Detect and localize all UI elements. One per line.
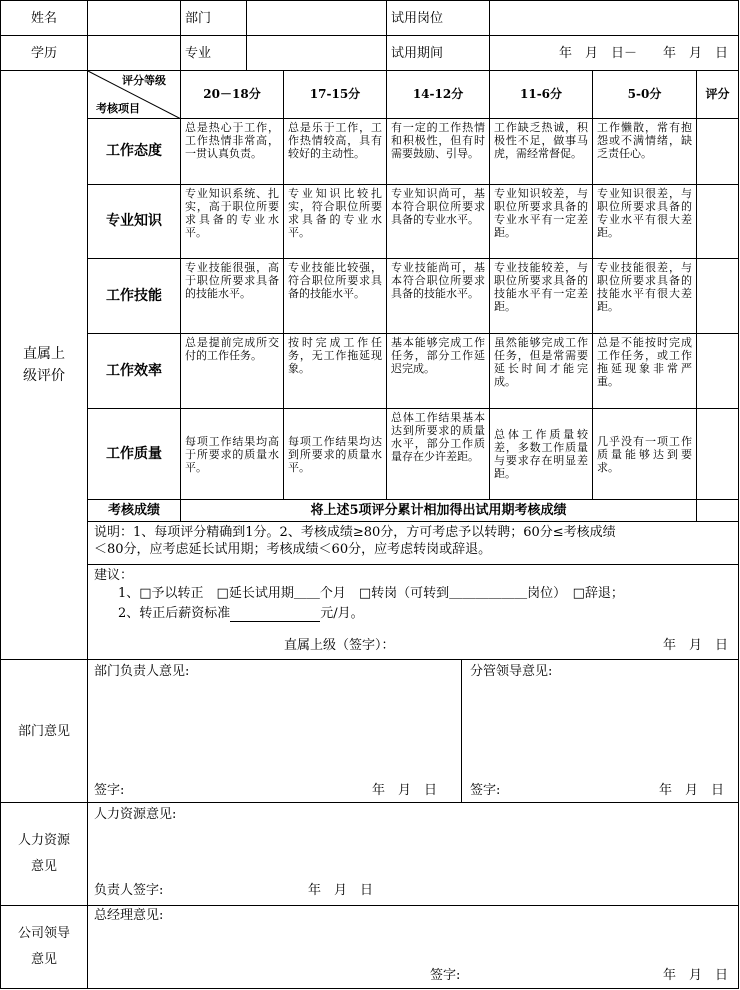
score-field-knowledge[interactable] <box>697 185 739 259</box>
criterion-quality: 工作质量 <box>88 409 181 500</box>
dept-head-sign-label: 签字: <box>94 783 125 798</box>
gm-opinion-label: 总经理意见: <box>94 908 164 923</box>
gm-sign-date: 年 月 日 <box>663 968 729 983</box>
dept-label: 部门 <box>181 1 247 36</box>
criteria-row <box>1 409 739 500</box>
score-field-attitude[interactable] <box>697 119 739 185</box>
hr-opinion-field[interactable] <box>88 803 739 906</box>
hr-label-line-2: 意见 <box>30 859 57 874</box>
position-field[interactable] <box>490 1 739 36</box>
criterion-attitude: 工作态度 <box>88 119 181 185</box>
criteria-row <box>1 185 739 259</box>
criterion-cell: 工作懒散，常有抱怨或不满情绪，缺乏责任心。 <box>593 119 697 185</box>
criterion-cell: 总是乐于工作，工作热情较高，具有较好的主动性。 <box>284 119 387 185</box>
supervisor-sign-label: 直属上级（签字）： <box>284 638 395 653</box>
hr-sign-label: 负责人签字: <box>94 883 164 898</box>
criterion-cell: 虽然能够完成工作任务，但是常需要延长时间才能完成。 <box>490 334 593 409</box>
corner-bottom-label: 考核项目 <box>96 102 140 115</box>
dept-head-label: 部门负责人意见: <box>94 664 190 679</box>
education-field[interactable] <box>88 36 181 71</box>
criterion-cell: 专业技能很差，与职位所要求具备的技能水平有很大差距。 <box>593 259 697 334</box>
score-field-quality[interactable] <box>697 409 739 500</box>
criterion-cell: 总体工作质量较差，多数工作质量与要求存在明显差距。 <box>490 409 593 500</box>
division-leader-sign-label: 签字: <box>470 783 501 798</box>
score-field-skill[interactable] <box>697 259 739 334</box>
division-leader-opinion[interactable] <box>462 660 739 803</box>
criterion-cell: 专业技能很强，高于职位所要求具备的技能水平。 <box>181 259 284 334</box>
level-header-3: 14-12分 <box>387 71 490 119</box>
criterion-cell: 总是热心于工作，工作热情非常高，一贯认真负责。 <box>181 119 284 185</box>
criterion-skill: 工作技能 <box>88 259 181 334</box>
criterion-cell: 基本能够完成工作任务，部分工作延迟完成。 <box>387 334 490 409</box>
period-label: 试用期间 <box>387 36 490 71</box>
supervisor-evaluation-label <box>1 71 88 660</box>
criterion-cell: 总体工作结果基本达到所要求的质量水平，部分工作质量存在少许差距。 <box>387 409 490 500</box>
criterion-cell: 专业知识系统、扎实，高于职位所要求具备的专业水平。 <box>181 185 284 259</box>
major-label: 专业 <box>181 36 247 71</box>
period-field[interactable]: 年 月 日－ 年 月 日 <box>490 36 739 71</box>
division-leader-label: 分管领导意见: <box>470 664 553 679</box>
hr-opinion-label <box>1 803 88 906</box>
company-label-line-2: 意见 <box>30 952 57 967</box>
level-header-1: 20－18分 <box>181 71 284 119</box>
criterion-cell: 几乎没有一项工作质量能够达到要求。 <box>593 409 697 500</box>
dept-head-opinion[interactable] <box>88 660 462 803</box>
criterion-cell: 总是提前完成所交付的工作任务。 <box>181 334 284 409</box>
salary-input[interactable] <box>230 609 320 622</box>
suggestion-label: 建议： <box>94 568 134 583</box>
level-header-2: 17-15分 <box>284 71 387 119</box>
criterion-cell: 专业知识比较扎实，符合职位所要求具备的专业水平。 <box>284 185 387 259</box>
criteria-row <box>1 259 739 334</box>
result-label: 考核成绩 <box>88 500 181 522</box>
criterion-knowledge: 专业知识 <box>88 185 181 259</box>
suggestion-options[interactable]: 1、□予以转正 □延长试用期＿＿个月 □转岗（可转到＿＿＿＿＿＿岗位） □辞退； <box>118 586 624 601</box>
company-label-line-1: 公司领导 <box>17 926 70 941</box>
hr-sign-date: 年 月 日 <box>308 883 374 898</box>
criterion-cell: 总是不能按时完成工作任务，或工作拖延现象非常严重。 <box>593 334 697 409</box>
salary-unit: 元/月。 <box>320 606 364 621</box>
criteria-row <box>1 119 739 185</box>
dept-field[interactable] <box>247 1 387 36</box>
criterion-cell: 有一定的工作热情和积极性，但有时需要鼓励、引导。 <box>387 119 490 185</box>
major-field[interactable] <box>247 36 387 71</box>
position-label: 试用岗位 <box>387 1 490 36</box>
diagonal-header-cell <box>88 71 181 119</box>
criterion-cell: 专业知识很差，与职位所要求具备的专业水平有很大差距。 <box>593 185 697 259</box>
name-label: 姓名 <box>1 1 88 36</box>
hr-label-line-1: 人力资源 <box>17 833 70 848</box>
dept-head-sign-date: 年 月 日 <box>371 783 437 798</box>
gm-opinion-field[interactable] <box>88 906 739 989</box>
division-leader-sign-date: 年 月 日 <box>659 783 725 798</box>
scoring-note <box>88 522 739 565</box>
salary-line <box>118 605 364 622</box>
section-label-text: 直属上级评价 <box>23 346 65 384</box>
result-description: 将上述5项评分累计相加得出试用期考核成绩 <box>181 500 697 522</box>
level-header-4: 11-6分 <box>490 71 593 119</box>
criterion-cell: 工作缺乏热诚，积极性不足，做事马虎，需经常督促。 <box>490 119 593 185</box>
criterion-cell: 专业技能较差，与职位所要求具备的技能水平有一定差距。 <box>490 259 593 334</box>
salary-label: 2、转正后薪资标准 <box>118 606 231 621</box>
hr-opinion-text-label: 人力资源意见: <box>94 807 177 822</box>
criterion-cell: 专业技能尚可，基本符合职位所要求具备的技能水平。 <box>387 259 490 334</box>
criterion-cell: 按时完成工作任务，无工作拖延现象。 <box>284 334 387 409</box>
criterion-cell: 专业技能比较强，符合职位所要求具备的技能水平。 <box>284 259 387 334</box>
note-line-2: ＜80分，应考虑延长试用期；考核成绩＜60分，应考虑转岗或辞退。 <box>94 542 492 557</box>
level-header-5: 5-0分 <box>593 71 697 119</box>
gm-sign-label: 签字: <box>430 968 461 983</box>
suggestion-block <box>88 565 739 660</box>
criterion-cell: 专业知识较差，与职位所要求具备的专业水平有一定差距。 <box>490 185 593 259</box>
score-header: 评分 <box>697 71 739 119</box>
company-opinion-label <box>1 906 88 989</box>
criterion-cell: 每项工作结果均高于所要求的质量水平。 <box>181 409 284 500</box>
note-line-1: 说明：1、每项评分精确到1分。2、考核成绩≥80分，方可考虑予以转聘；60分≤考核成绩 <box>94 525 616 540</box>
education-label: 学历 <box>1 36 88 71</box>
criterion-cell: 专业知识尚可，基本符合职位所要求具备的专业水平。 <box>387 185 490 259</box>
criteria-row <box>1 334 739 409</box>
supervisor-sign-date[interactable]: 年 月 日 <box>663 638 729 653</box>
score-field-efficiency[interactable] <box>697 334 739 409</box>
criterion-efficiency: 工作效率 <box>88 334 181 409</box>
result-score-field[interactable] <box>697 500 739 522</box>
dept-opinion-label: 部门意见 <box>1 660 88 803</box>
name-field[interactable] <box>88 1 181 36</box>
criterion-cell: 每项工作结果均达到所要求的质量水平。 <box>284 409 387 500</box>
corner-top-label: 评分等级 <box>122 74 166 87</box>
